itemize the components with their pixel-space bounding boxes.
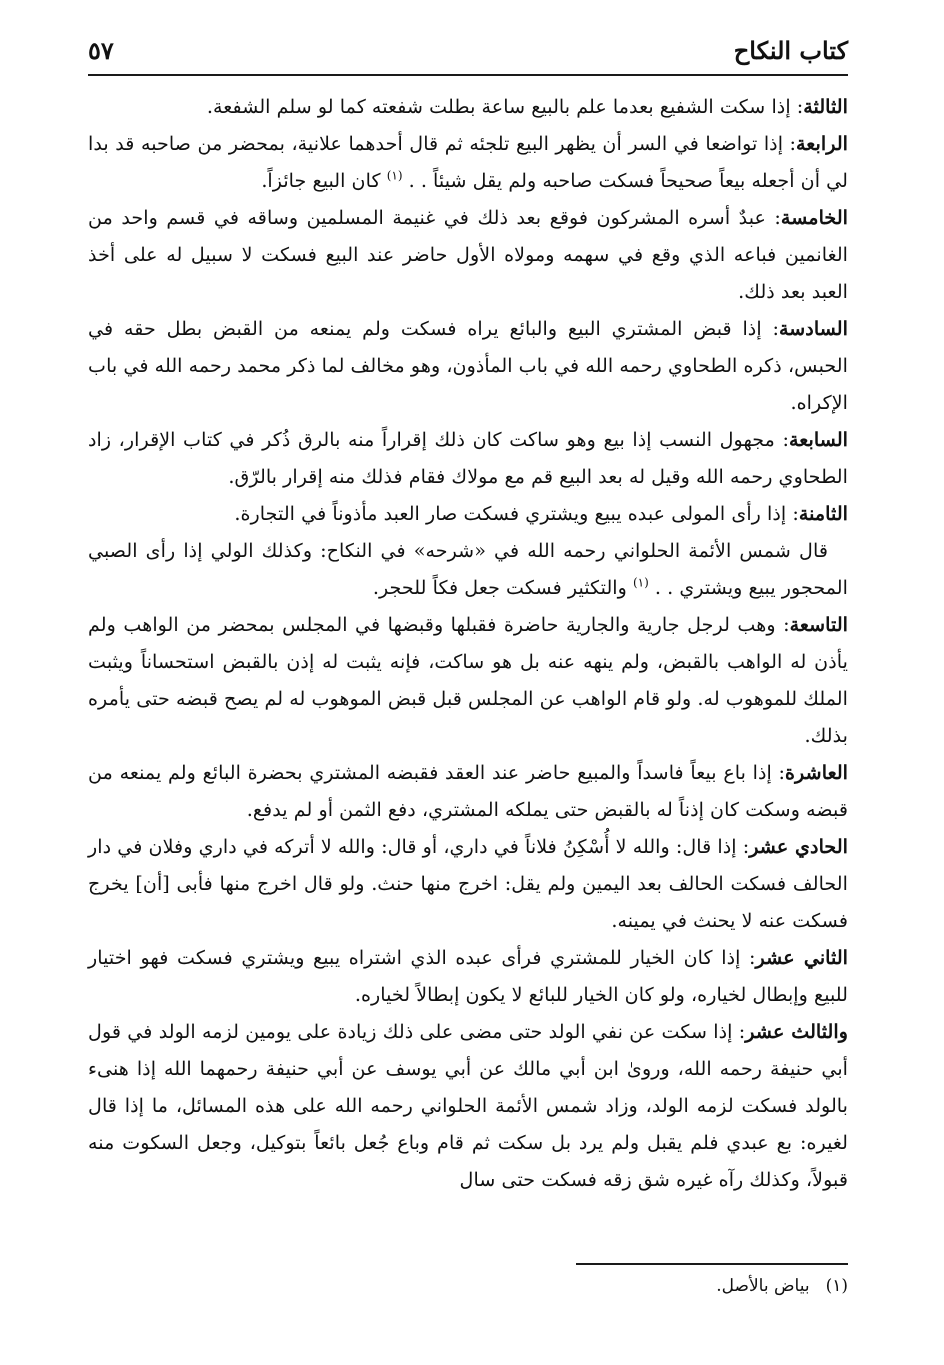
running-title: كتاب النكاح xyxy=(733,36,848,65)
paragraph-6 xyxy=(88,310,848,421)
para-text: : إذا قبض المشتري البيع والبائع يراه فسكت ولم يمنعه من القبض بطل حقه في الحبس، ذكره الطحاوي رحمه الله في باب المأذون، وهو مخالف لما ذكر محمد رحمه الله في باب الإكراه. xyxy=(88,317,848,414)
para-text: : إذا باع بيعاً فاسداً والمبيع حاضر عند العقد فقبضه المشتري بحضرة البائع ولم يمنعه من قبضه وسكت كان إذناً له بالقبض حتى يملكه المشتري، دفع الثمن أو لم يدفع. xyxy=(88,761,848,821)
para-text: : وهب لرجل جارية والجارية حاضرة فقبلها وقبضها في المجلس بمحضر من الواهب ولم يأذن له الواهب بالقبض، ولم ينهه عنه بل هو ساكت، فإنه يثبت له إذن بالقبض استحساناً ويثبت الملك للموهوب له. ولو قام الواهب عن المجلس قبل قبض الموهوب له لم يصح قبضه حتى يأمره بذلك. xyxy=(88,613,848,747)
para-text: : إذا رأى المولى عبده يبيع ويشتري فسكت صار العبد مأذوناً في التجارة. xyxy=(234,502,799,525)
paragraph-10 xyxy=(88,754,848,828)
page-header xyxy=(88,34,848,76)
footnote xyxy=(716,1276,848,1296)
para-text: : إذا قال: والله لا أُسْكِنُ فلاناً في داري، أو قال: والله لا أتركه في داري وفلان في دار الحالف فسكت الحالف بعد اليمين ولم يقل: اخرج منها حنث. ولو قال اخرج منها فأبى [أن] يخرج فسكت عنه لا يحنث في يمينه. xyxy=(88,835,848,932)
para-text: : إذا كان الخيار للمشتري فرأى عبده الذي اشتراه يبيع ويشتري فسكت فهو اختيار للبيع وإبطال لخياره، ولو كان الخيار للبائع لا يكون إبطالاً لخياره. xyxy=(88,946,848,1006)
para-tail: والتكثير فسكت جعل فكاً للحجر. xyxy=(372,576,633,599)
footnote-ref: (١) xyxy=(386,168,403,183)
paragraph-7 xyxy=(88,421,848,495)
para-text: : إذا تواضعا في السر أن يظهر البيع تلجئه ثم قال أحدهما علانية، بمحضر من صاحبه قد بدا لي أن أجعله بيعاً صحيحاً فسكت صاحبه ولم يقل شيئاً . . xyxy=(88,132,848,192)
para-label: الثامنة xyxy=(798,502,848,525)
paragraph-8 xyxy=(88,495,848,532)
paragraph-halwani xyxy=(88,532,848,606)
para-text: : إذا سكت الشفيع بعدما علم بالبيع ساعة بطلت شفعته كما لو سلم الشفعة. xyxy=(206,95,804,118)
footnote-ref: (١) xyxy=(632,575,649,590)
paragraph-13 xyxy=(88,1013,848,1198)
main-text xyxy=(88,88,848,1198)
footnote-text: بياض بالأصل. xyxy=(716,1276,810,1296)
para-text: : إذا سكت عن نفي الولد حتى مضى على ذلك زيادة على يومين لزمه الولد في قول أبي حنيفة رحمه الله، وروىٰ ابن أبي مالك عن أبي يوسف عن أبي حنيفة رحمهما الله إذا هنىء بالولد فسكت لزمه الولد، وزاد شمس الأئمة الحلواني رحمه الله على هذه المسائل، ما إذا قال لغيره: بع عبدي فلم يقبل ولم يرد بل سكت ثم قام وباع جُعل بائعاً بتوكيل، وجعل السكوت منه قبولاً، وكذلك رآه غيره شق زقه فسكت حتى سال xyxy=(88,1020,848,1191)
para-label: السادسة xyxy=(778,317,848,340)
paragraph-5 xyxy=(88,199,848,310)
paragraph-4 xyxy=(88,125,848,199)
paragraph-9 xyxy=(88,606,848,754)
footnote-divider xyxy=(576,1263,848,1265)
para-label: الثالثة xyxy=(803,95,848,118)
para-label: الثاني عشر xyxy=(755,946,848,969)
para-text: قال شمس الأئمة الحلواني رحمه الله في «شرحه» في النكاح: وكذلك الولي إذا رأى الصبي المحجور يبيع ويشتري . . xyxy=(88,539,848,599)
para-text: : مجهول النسب إذا بيع وهو ساكت كان ذلك إقراراً منه بالرق ذُكر في كتاب الإقرار، زاد الطحاوي رحمه الله وقيل له بعد البيع قم مع مولاك فقام فذلك منه إقرار بالرّق. xyxy=(88,428,848,488)
para-label: الرابعة xyxy=(796,132,848,155)
para-label: السابعة xyxy=(788,428,848,451)
paragraph-12 xyxy=(88,939,848,1013)
paragraph-3 xyxy=(88,88,848,125)
para-tail: كان البيع جائزاً. xyxy=(261,169,387,192)
para-label: العاشرة xyxy=(785,761,848,784)
para-label: الحادي عشر xyxy=(749,835,848,858)
para-label: والثالث عشر xyxy=(745,1020,848,1043)
paragraph-11 xyxy=(88,828,848,939)
page-number: ٥٧ xyxy=(88,36,114,65)
footnote-number: (١) xyxy=(825,1276,848,1296)
para-label: الخامسة xyxy=(780,206,848,229)
para-label: التاسعة xyxy=(789,613,848,636)
para-text: : عبدٌ أسره المشركون فوقع بعد ذلك في غنيمة المسلمين وساقه في قسم واحد من الغانمين فباعه الذي وقع في سهمه ومولاه الأول حاضر عند البيع فسكت لا سبيل له على أخذ العبد بعد ذلك. xyxy=(88,206,848,303)
